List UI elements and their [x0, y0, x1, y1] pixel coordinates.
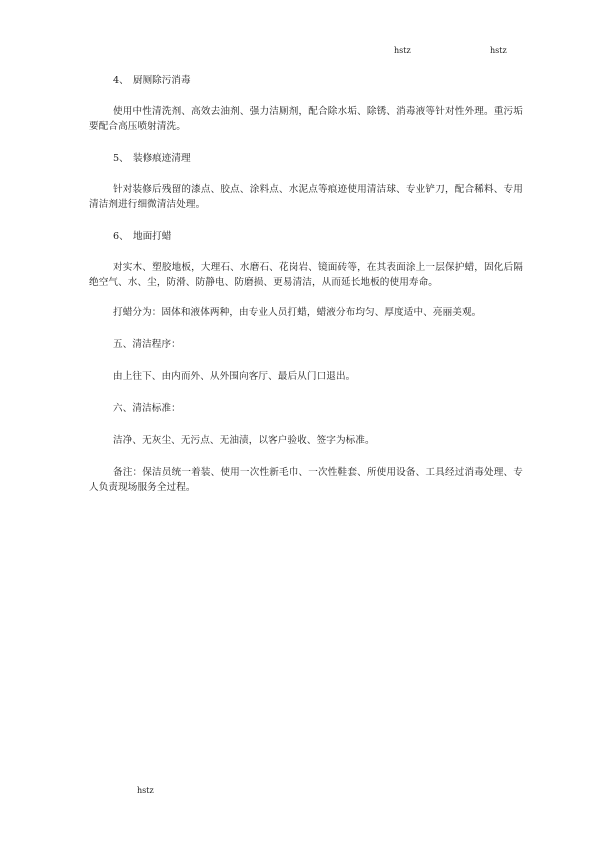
section-6-title: 地面打蜡 [133, 231, 172, 242]
section-6-number: 6、 [113, 231, 129, 242]
procedure-body: 由上往下、由内而外、从外围向客厅、最后从门口退出。 [113, 371, 356, 382]
note-body: 备注：保洁员统一着装、使用一次性新毛巾、一次性鞋套、所使用设备、工具经过消毒处理、专人负责现场服务全过程。 [89, 467, 523, 493]
section-4-heading [113, 73, 191, 88]
section-5-body: 针对装修后残留的漆点、胶点、涂料点、水泥点等痕迹使用清洁球、专业铲刀，配合稀料、专用清洁剂进行细微清洁处理。 [89, 184, 523, 210]
procedure-title: 五、清洁程序： [113, 339, 181, 350]
section-5-number: 5、 [113, 153, 129, 164]
standard-body: 洁净、无灰尘、无污点、无油渍，以客户验收、签字为标准。 [113, 435, 375, 446]
section-4-number: 4、 [113, 75, 129, 86]
section-6-heading [113, 229, 171, 244]
section-4-body: 使用中性清洗剂、高效去油剂、强力洁厕剂，配合除水垢、除锈、消毒液等针对性外理。重污垢要配合高压喷射清洗。 [89, 106, 523, 132]
header-right-text: hstz [490, 46, 507, 55]
standard-title: 六、清洁标准： [113, 403, 181, 414]
section-4-title: 厨厕除污消毒 [133, 75, 191, 86]
header-left-text: hstz [394, 46, 411, 55]
section-5-heading [113, 151, 191, 166]
section-6-body-2: 打蜡分为：固体和液体两种，由专业人员打蜡，蜡液分布均匀、厚度适中、亮丽美观。 [113, 307, 482, 318]
section-6-body: 对实木、塑胶地板，大理石、水磨石、花岗岩、镜面砖等，在其表面涂上一层保护蜡，固化后隔绝空气、水、尘，防滑、防静电、防磨损、更易清洁，从而延长地板的使用寿命。 [89, 262, 523, 288]
section-5-title: 装修痕迹清理 [133, 153, 191, 164]
footer-text: hstz [137, 786, 154, 795]
